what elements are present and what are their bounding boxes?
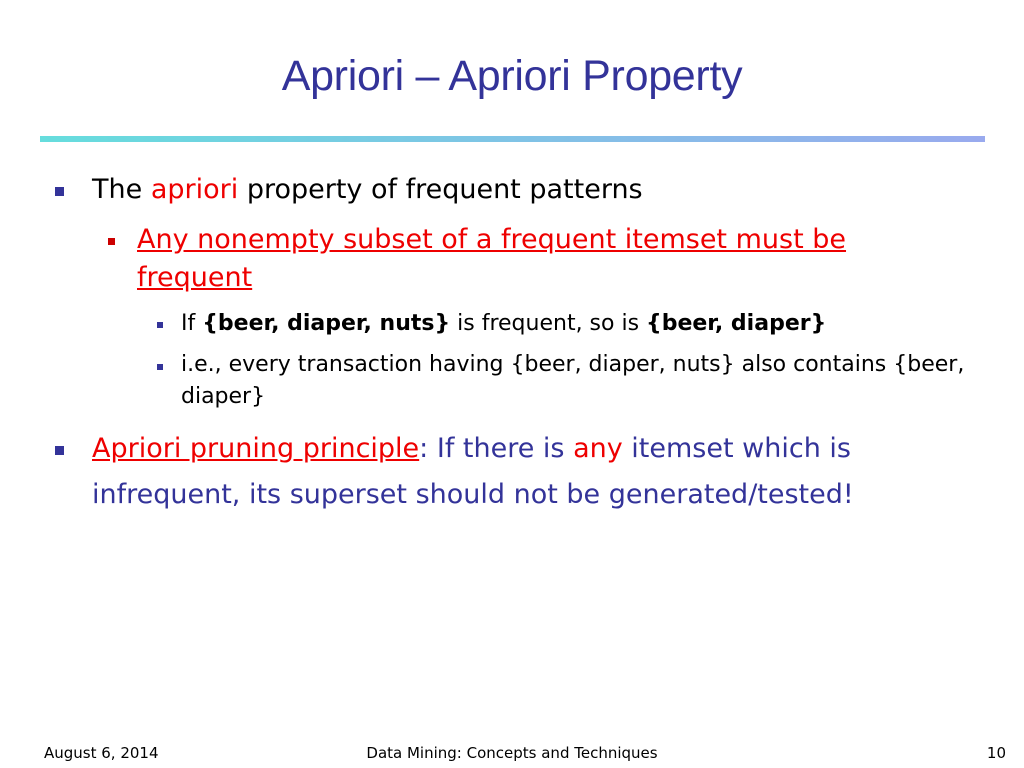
pruning-part2: itemset which is infrequent, its superset should not be generated/tested!	[92, 433, 854, 510]
footer-date: August 6, 2014	[44, 744, 159, 762]
sub-bullet-marker	[108, 238, 115, 245]
slide-title: Apriori – Apriori Property	[281, 52, 743, 100]
example-middle: is frequent, so is	[450, 311, 647, 336]
pruning-part1: If there is	[436, 433, 574, 464]
footer-title: Data Mining: Concepts and Techniques	[366, 744, 658, 762]
transaction-text: i.e., every transaction having {beer, diaper, nuts} also contains {beer, diaper}	[181, 352, 965, 409]
footer-page-number: 10	[986, 744, 1006, 762]
apriori-highlight: apriori	[150, 174, 239, 205]
any-highlight: any	[573, 433, 623, 464]
bullet-text-suffix: property of frequent patterns	[238, 174, 643, 205]
sub-sub-bullet-transaction	[181, 349, 981, 413]
bullet-pruning-principle	[92, 426, 962, 518]
itemset-beer-diaper-nuts: {beer, diaper, nuts}	[202, 311, 451, 336]
subset-rule-text: Any nonempty subset of a frequent itemset must be frequent	[137, 224, 847, 293]
pruning-colon: :	[419, 433, 437, 464]
sub-bullet-subset-rule	[137, 221, 957, 297]
bullet-apriori-property	[92, 167, 643, 213]
bullet-text-prefix: The	[92, 174, 151, 205]
bullet-marker	[55, 446, 64, 455]
example-prefix: If	[181, 311, 203, 336]
title-divider	[40, 136, 985, 142]
itemset-beer-diaper: {beer, diaper}	[646, 311, 827, 336]
sub-sub-bullet-marker	[157, 322, 163, 328]
bullet-marker	[55, 187, 64, 196]
sub-sub-bullet-example	[181, 308, 981, 340]
sub-sub-bullet-marker	[157, 364, 163, 370]
pruning-principle-label: Apriori pruning principle	[92, 433, 420, 464]
